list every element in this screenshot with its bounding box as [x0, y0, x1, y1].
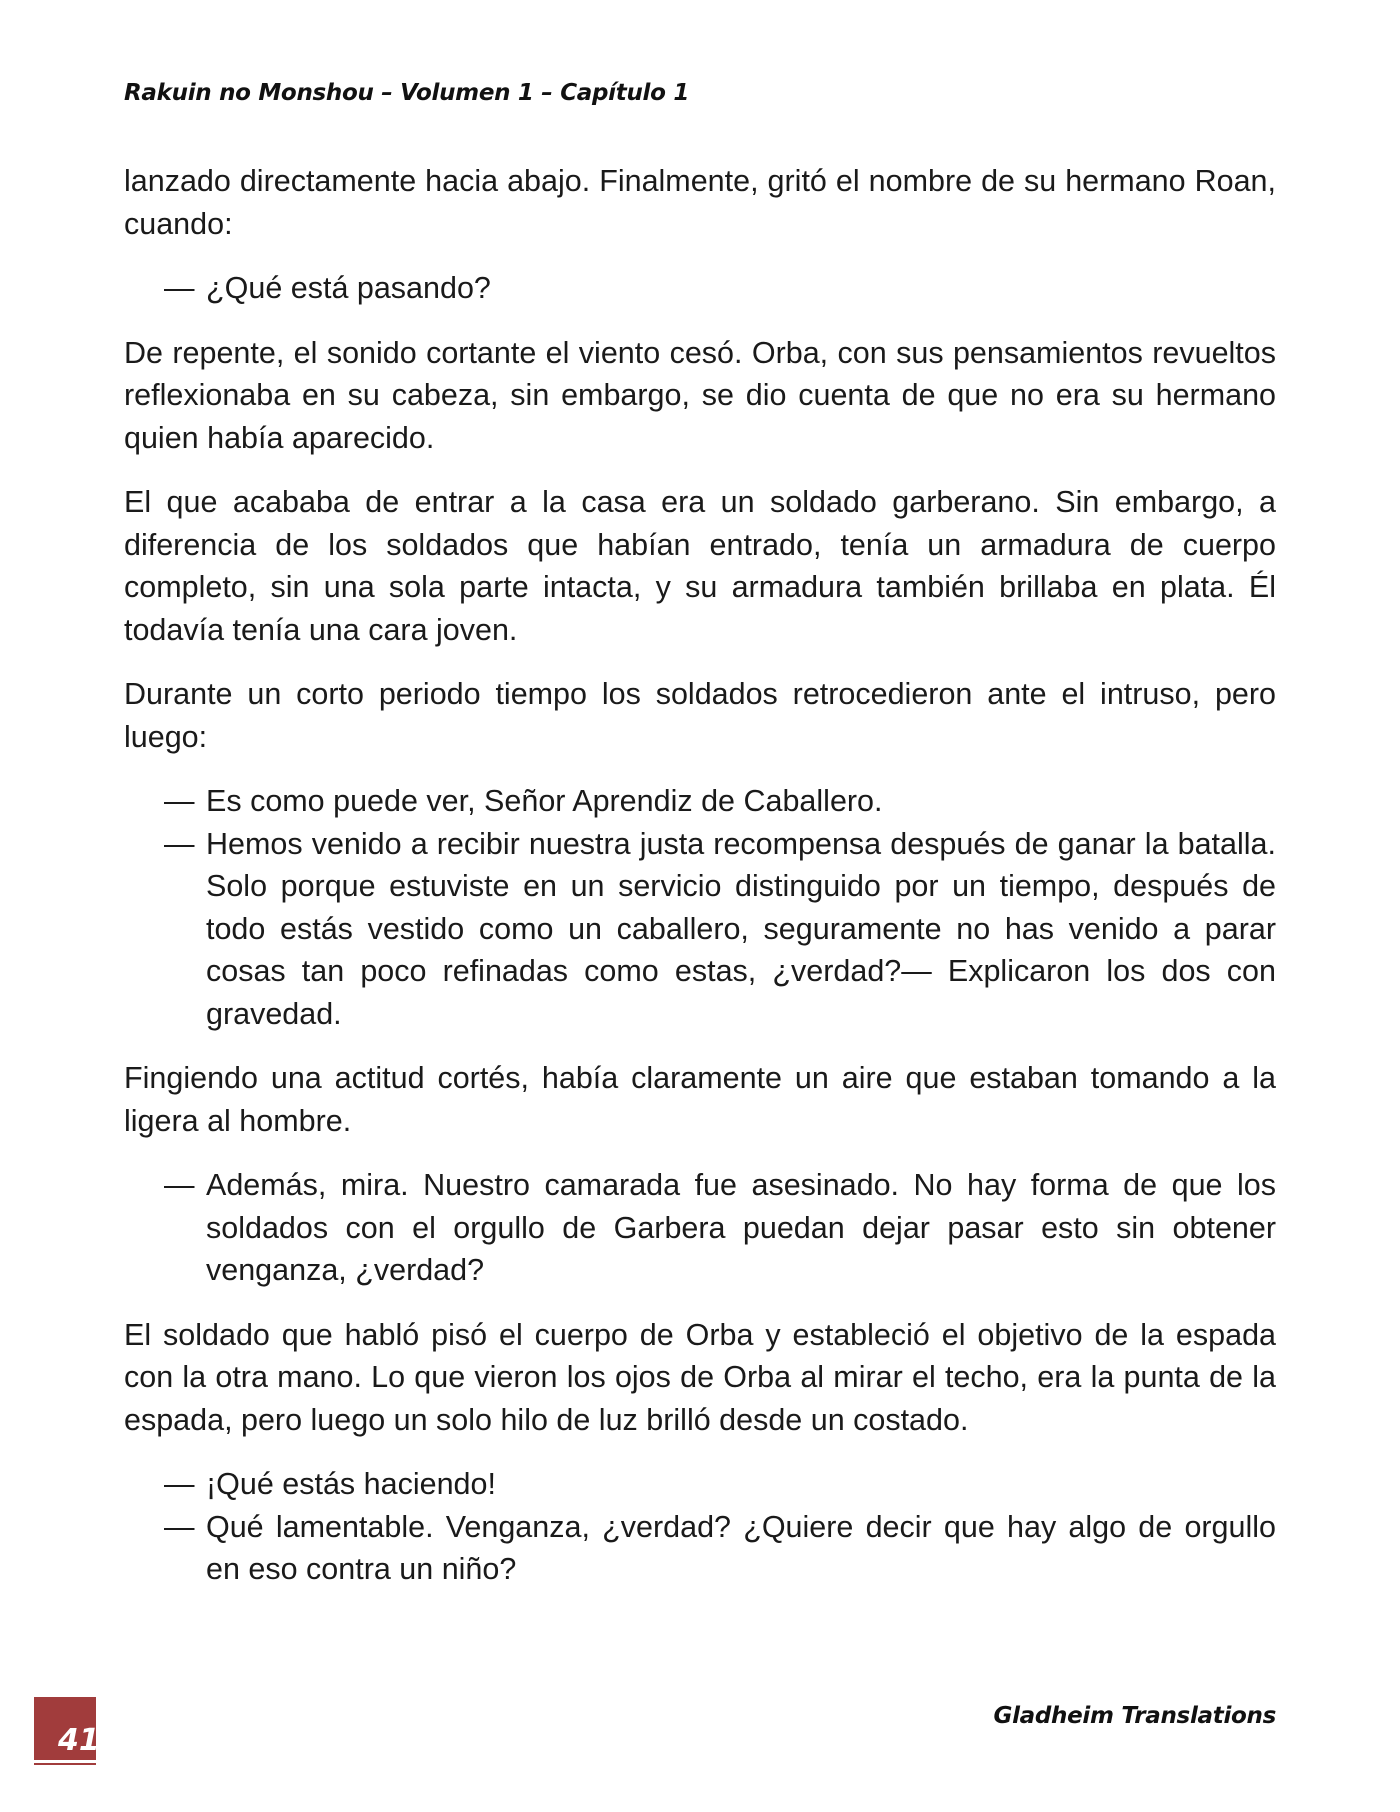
page-number-underline [34, 1760, 96, 1763]
dialogue-dash: — [164, 1509, 195, 1544]
dialogue-dash: — [164, 826, 195, 861]
dialogue-dash: — [164, 1168, 195, 1202]
dialogue-dash: — [164, 1467, 195, 1501]
dialogue-text: Es como puede ver, Señor Aprendiz de Caballero. [206, 784, 883, 818]
paragraph: lanzado directamente hacia abajo. Finalmente, gritó el nombre de su hermano Roan, cuando: [124, 164, 1276, 241]
dialogue-block [124, 1164, 1276, 1292]
paragraph: Fingiendo una actitud cortés, había claramente un aire que estaban tomando a la ligera al hombre. [124, 1061, 1276, 1138]
dialogue-text: ¡Qué estás haciendo! [206, 1467, 496, 1501]
footer-brand: Gladheim Translations [993, 1703, 1276, 1729]
dialogue-text: Qué lamentable. Venganza, ¿verdad? ¿Quiere decir que hay algo de orgullo en eso contra un niño? [206, 1509, 1276, 1586]
dialogue-line [124, 267, 1276, 310]
running-header: Rakuin no Monshou – Volumen 1 – Capítulo 1 [124, 80, 690, 106]
dialogue-line [124, 780, 1276, 823]
dialogue-line [124, 1506, 1276, 1591]
dialogue-block [124, 780, 1276, 1035]
paragraph: El soldado que habló pisó el cuerpo de Orba y estableció el objetivo de la espada con la otra mano. Lo que vieron los ojos de Orba al mirar el techo, era la punta de la espada, pero luego un solo hilo de luz brilló desde un costado. [124, 1317, 1276, 1437]
dialogue-line [124, 1463, 1276, 1506]
page-number: 41 [58, 1723, 100, 1758]
dialogue-line [124, 1164, 1276, 1292]
dialogue-block [124, 267, 1276, 310]
paragraph: De repente, el sonido cortante el viento cesó. Orba, con sus pensamientos revueltos reflexionaba en su cabeza, sin embargo, se dio cuenta de que no era su hermano quien había aparecido. [124, 335, 1276, 455]
dialogue-dash: — [164, 784, 195, 818]
dialogue-line [124, 823, 1276, 1036]
page-body [124, 160, 1276, 1613]
dialogue-block [124, 1463, 1276, 1591]
dialogue-text: Hemos venido a recibir nuestra justa recompensa después de ganar la batalla. Solo porque estuviste en un servicio distinguido por un tiempo, después de todo estás vestido como un caballero, seguramente no has venido a parar cosas tan poco refinadas como estas, ¿verdad?— Explicaron los dos con gravedad. [206, 826, 1276, 1031]
dialogue-text: ¿Qué está pasando? [206, 271, 491, 305]
dialogue-dash: — [164, 271, 195, 305]
dialogue-text: Además, mira. Nuestro camarada fue asesinado. No hay forma de que los soldados con el orgullo de Garbera puedan dejar pasar esto sin obtener venganza, ¿verdad? [206, 1168, 1276, 1287]
paragraph: Durante un corto periodo tiempo los soldados retrocedieron ante el intruso, pero luego: [124, 677, 1276, 754]
paragraph: El que acababa de entrar a la casa era un soldado garberano. Sin embargo, a diferencia de los soldados que habían entrado, tenía un armadura de cuerpo completo, sin una sola parte intacta, y su armadura también brillaba en plata. Él todavía tenía una cara joven. [124, 485, 1276, 647]
